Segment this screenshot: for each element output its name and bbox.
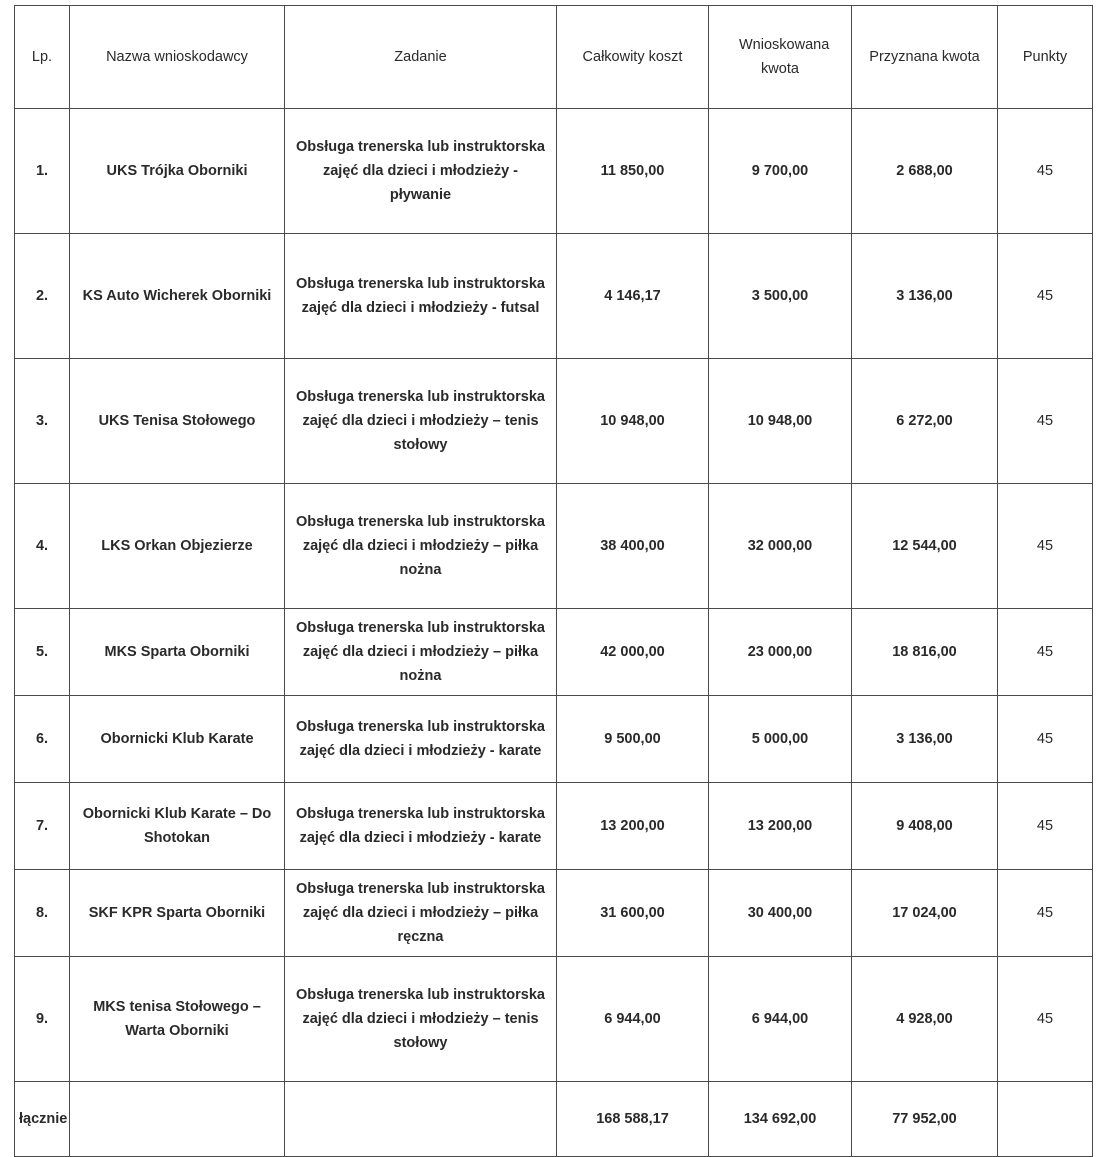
row-applicant: LKS Orkan Objezierze	[70, 484, 285, 609]
row-requested: 6 944,00	[709, 957, 852, 1082]
row-task: Obsługa trenerska lub instruktorska zajęć dla dzieci i młodzieży – tenis stołowy	[285, 957, 557, 1082]
row-granted: 3 136,00	[852, 234, 998, 359]
table-row	[15, 234, 1093, 359]
row-lp: 3.	[15, 359, 70, 484]
row-total-cost: 42 000,00	[557, 609, 709, 696]
row-granted: 18 816,00	[852, 609, 998, 696]
row-applicant: UKS Trójka Oborniki	[70, 109, 285, 234]
row-applicant: Obornicki Klub Karate	[70, 696, 285, 783]
row-points: 45	[998, 234, 1093, 359]
row-applicant: KS Auto Wicherek Oborniki	[70, 234, 285, 359]
row-points: 45	[998, 359, 1093, 484]
row-applicant: SKF KPR Sparta Oborniki	[70, 870, 285, 957]
row-task: Obsługa trenerska lub instruktorska zajęć dla dzieci i młodzieży - futsal	[285, 234, 557, 359]
row-points: 45	[998, 783, 1093, 870]
table-row	[15, 484, 1093, 609]
table-row	[15, 109, 1093, 234]
header-total-cost: Całkowity koszt	[557, 6, 709, 109]
row-applicant: UKS Tenisa Stołowego	[70, 359, 285, 484]
row-total-cost: 4 146,17	[557, 234, 709, 359]
row-granted: 12 544,00	[852, 484, 998, 609]
row-granted: 6 272,00	[852, 359, 998, 484]
row-applicant: MKS Sparta Oborniki	[70, 609, 285, 696]
header-task: Zadanie	[285, 6, 557, 109]
row-total-cost: 13 200,00	[557, 783, 709, 870]
row-lp: 6.	[15, 696, 70, 783]
row-task: Obsługa trenerska lub instruktorska zajęć dla dzieci i młodzieży - karate	[285, 783, 557, 870]
row-granted: 2 688,00	[852, 109, 998, 234]
row-requested: 30 400,00	[709, 870, 852, 957]
row-task: Obsługa trenerska lub instruktorska zajęć dla dzieci i młodzieży – piłka ręczna	[285, 870, 557, 957]
row-requested: 10 948,00	[709, 359, 852, 484]
table-row	[15, 609, 1093, 696]
row-total-cost: 38 400,00	[557, 484, 709, 609]
row-lp: 2.	[15, 234, 70, 359]
row-lp: 8.	[15, 870, 70, 957]
table-row	[15, 783, 1093, 870]
row-requested: 13 200,00	[709, 783, 852, 870]
table-header-row	[15, 6, 1093, 109]
row-requested: 3 500,00	[709, 234, 852, 359]
row-granted: 3 136,00	[852, 696, 998, 783]
header-lp: Lp.	[15, 6, 70, 109]
row-lp: 7.	[15, 783, 70, 870]
totals-empty-points	[998, 1082, 1093, 1157]
row-requested: 32 000,00	[709, 484, 852, 609]
row-task: Obsługa trenerska lub instruktorska zajęć dla dzieci i młodzieży – piłka nożna	[285, 484, 557, 609]
row-total-cost: 10 948,00	[557, 359, 709, 484]
table-row	[15, 870, 1093, 957]
row-granted: 4 928,00	[852, 957, 998, 1082]
row-requested: 5 000,00	[709, 696, 852, 783]
table-row	[15, 359, 1093, 484]
row-applicant: Obornicki Klub Karate – Do Shotokan	[70, 783, 285, 870]
totals-empty-task	[285, 1082, 557, 1157]
row-points: 45	[998, 870, 1093, 957]
totals-row	[15, 1082, 1093, 1157]
row-points: 45	[998, 484, 1093, 609]
grants-table	[14, 5, 1093, 1157]
table-row	[15, 957, 1093, 1082]
totals-label: łącznie	[15, 1082, 70, 1157]
row-task: Obsługa trenerska lub instruktorska zajęć dla dzieci i młodzieży – piłka nożna	[285, 609, 557, 696]
row-total-cost: 6 944,00	[557, 957, 709, 1082]
totals-granted: 77 952,00	[852, 1082, 998, 1157]
totals-requested: 134 692,00	[709, 1082, 852, 1157]
row-task: Obsługa trenerska lub instruktorska zajęć dla dzieci i młodzieży - karate	[285, 696, 557, 783]
row-requested: 23 000,00	[709, 609, 852, 696]
row-lp: 1.	[15, 109, 70, 234]
row-granted: 17 024,00	[852, 870, 998, 957]
row-granted: 9 408,00	[852, 783, 998, 870]
totals-empty-applicant	[70, 1082, 285, 1157]
table-row	[15, 696, 1093, 783]
row-points: 45	[998, 696, 1093, 783]
header-requested: Wnioskowana kwota	[709, 6, 852, 109]
row-points: 45	[998, 957, 1093, 1082]
row-total-cost: 11 850,00	[557, 109, 709, 234]
header-applicant: Nazwa wnioskodawcy	[70, 6, 285, 109]
totals-total-cost: 168 588,17	[557, 1082, 709, 1157]
header-granted: Przyznana kwota	[852, 6, 998, 109]
row-lp: 4.	[15, 484, 70, 609]
header-points: Punkty	[998, 6, 1093, 109]
row-task: Obsługa trenerska lub instruktorska zajęć dla dzieci i młodzieży – tenis stołowy	[285, 359, 557, 484]
row-task: Obsługa trenerska lub instruktorska zajęć dla dzieci i młodzieży - pływanie	[285, 109, 557, 234]
row-points: 45	[998, 109, 1093, 234]
row-lp: 9.	[15, 957, 70, 1082]
row-total-cost: 9 500,00	[557, 696, 709, 783]
row-total-cost: 31 600,00	[557, 870, 709, 957]
row-requested: 9 700,00	[709, 109, 852, 234]
row-lp: 5.	[15, 609, 70, 696]
row-points: 45	[998, 609, 1093, 696]
row-applicant: MKS tenisa Stołowego – Warta Oborniki	[70, 957, 285, 1082]
